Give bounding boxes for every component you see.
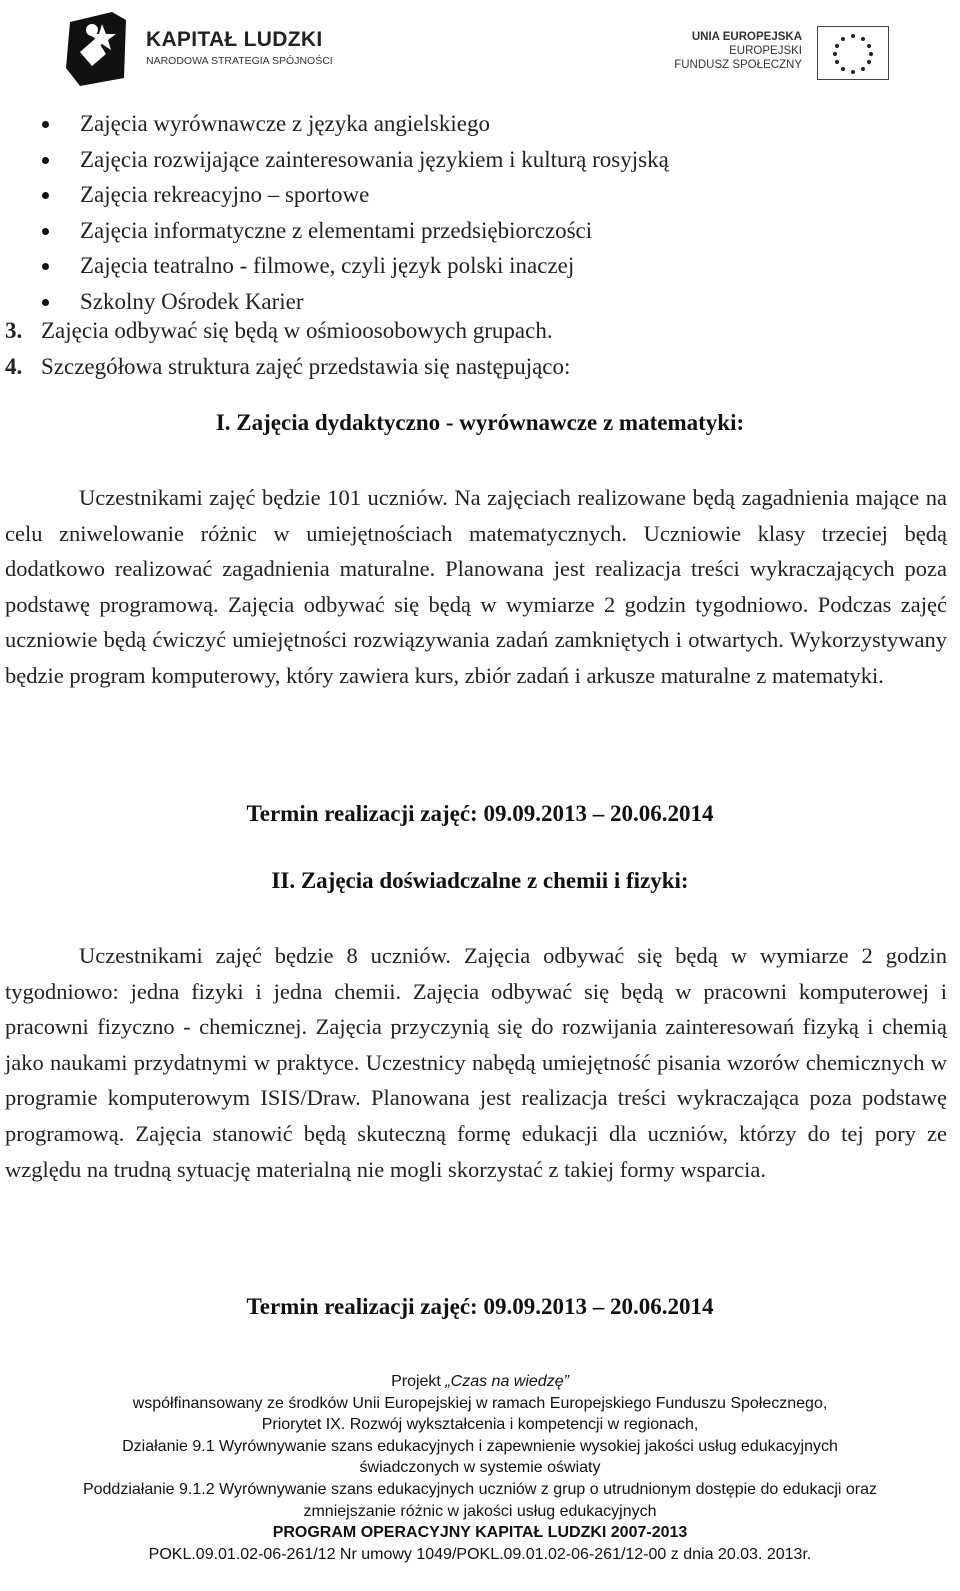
bullet-icon (42, 121, 49, 128)
item-number: 3. (5, 318, 23, 343)
section1-title: I. Zajęcia dydaktyczno - wyrównawcze z matematyki: (215, 410, 745, 435)
ue-line2: EUROPEJSKI (729, 45, 802, 57)
list-item-text: Szkolny Ośrodek Karier (80, 288, 304, 314)
footer-project-prefix: Projekt (391, 1373, 446, 1390)
page-header (0, 0, 960, 100)
list-item-text: Zajęcia informatyczne z elementami przedsiębiorczości (80, 217, 593, 243)
section2-body-text: Uczestnikami zajęć będzie 8 uczniów. Zajęcia odbywać się będą w wymiarze 2 godzin tygodniowo: jedna fizyki i jedna chemii. Zajęcia odbywać się będą w pracowni komputerowej i pracowni fizyczno - chemicznej. Zajęcia przyczynią się do rozwijania zainteresowań fizyką i chemią jako naukami przydatnymi w praktyce. Uczestnicy nabędą umiejętność pisania wzorów chemicznych w programie komputerowym ISIS/Draw. Planowana jest realizacja treści wykraczająca poza podstawę programową. Zajęcia stanowić będą skuteczną formę edukacji dla uczniów, którzy do tej pory ze względu na trudną sytuację materialną nie mogli skorzystać z takiej formy wsparcia. (5, 943, 947, 1182)
list-item-text: Zajęcia teatralno - filmowe, czyli język polski inaczej (80, 253, 575, 278)
footer-line: Działanie 9.1 Wyrównywanie szans edukacyjnych i zapewnienie wysokiej jakości usług edukacyjnych (122, 1437, 838, 1455)
section1-term: Termin realizacji zajęć: 09.09.2013 – 20.06.2014 (246, 801, 714, 826)
bullet-icon (42, 263, 49, 270)
numbered-item-3 (5, 318, 553, 344)
list-item-text: Zajęcia rekreacyjno – sportowe (80, 182, 370, 207)
footer-project-name: „Czas na wiedzę” (445, 1373, 569, 1390)
list-item (40, 213, 669, 249)
kl-title: KAPITAŁ LUDZKI (146, 28, 323, 51)
section1-body (5, 480, 947, 694)
topics-list (40, 106, 669, 319)
kl-subtitle: NARODOWA STRATEGIA SPÓJNOŚCI (146, 55, 333, 67)
footer-project (0, 1371, 960, 1393)
section2-title: II. Zajęcia doświadczalne z chemii i fizyki: (271, 868, 689, 893)
ue-logo (662, 18, 902, 88)
item-text: Zajęcia odbywać się będą w ośmioosobowych grupach. (41, 318, 553, 343)
section1-body-text: Uczestnikami zajęć będzie 101 uczniów. Na zajęciach realizowane będą zagadnienia mające na celu zniwelowanie różnic w umiejętnościach matematycznych. Uczniowie klasy trzeciej będą dodatkowo realizować zagadnienia maturalne. Planowana jest realizacja treści wykraczających poza podstawę programową. Zajęcia odbywać się będą w wymiarze 2 godzin tygodniowo. Podczas zajęć uczniowie będą ćwiczyć umiejętności rozwiązywania zadań zamkniętych i otwartych. Wykorzystywany będzie program komputerowy, który zawiera kurs, zbiór zadań i arkusze maturalne z matematyki. (5, 485, 947, 688)
ue-text (662, 30, 802, 72)
ue-line3: FUNDUSZ SPOŁECZNY (674, 59, 802, 71)
footer-line: Priorytet IX. Rozwój wykształcenia i kompetencji w regionach, (261, 1416, 699, 1434)
list-item-text: Zajęcia rozwijające zainteresowania językiem i kulturą rosyjską (80, 146, 669, 172)
ue-line1: UNIA EUROPEJSKA (691, 31, 802, 43)
list-item (40, 248, 669, 284)
section2-body (5, 938, 947, 1187)
bullet-icon (42, 299, 49, 306)
list-item (40, 177, 669, 213)
list-item (40, 142, 669, 178)
list-item (40, 106, 669, 142)
section2-term: Termin realizacji zajęć: 09.09.2013 – 20.06.2014 (246, 1294, 714, 1319)
list-item (40, 284, 669, 320)
footer-line: zmniejszanie różnic w jakości usług edukacyjnych (303, 1502, 657, 1520)
item-number: 4. (5, 354, 23, 379)
bullet-icon (42, 192, 49, 199)
footer-contract: POKL.09.01.02-06-261/12 Nr umowy 1049/POKL.09.01.02-06-261/12-00 z dnia 20.03. 2013r. (148, 1545, 812, 1563)
footer-program: PROGRAM OPERACYJNY KAPITAŁ LUDZKI 2007-2013 (272, 1524, 688, 1542)
bullet-icon (42, 228, 49, 235)
footer-line: świadczonych w systemie oświaty (359, 1459, 601, 1477)
footer-line: Poddziałanie 9.1.2 Wyrównywanie szans edukacyjnych uczniów z grup o utrudnionym dostępie do edukacji oraz (82, 1480, 878, 1498)
bullet-icon (42, 157, 49, 164)
footer-line: współfinansowany ze środków Unii Europejskiej w ramach Europejskiego Funduszu Społecznego, (132, 1394, 828, 1412)
eu-flag-icon (817, 26, 889, 80)
list-item-text: Zajęcia wyrównawcze z języka angielskiego (80, 111, 490, 136)
numbered-item-4 (5, 354, 570, 380)
item-text: Szczegółowa struktura zajęć przedstawia się następująco: (41, 354, 571, 379)
page-footer (0, 1371, 960, 1565)
